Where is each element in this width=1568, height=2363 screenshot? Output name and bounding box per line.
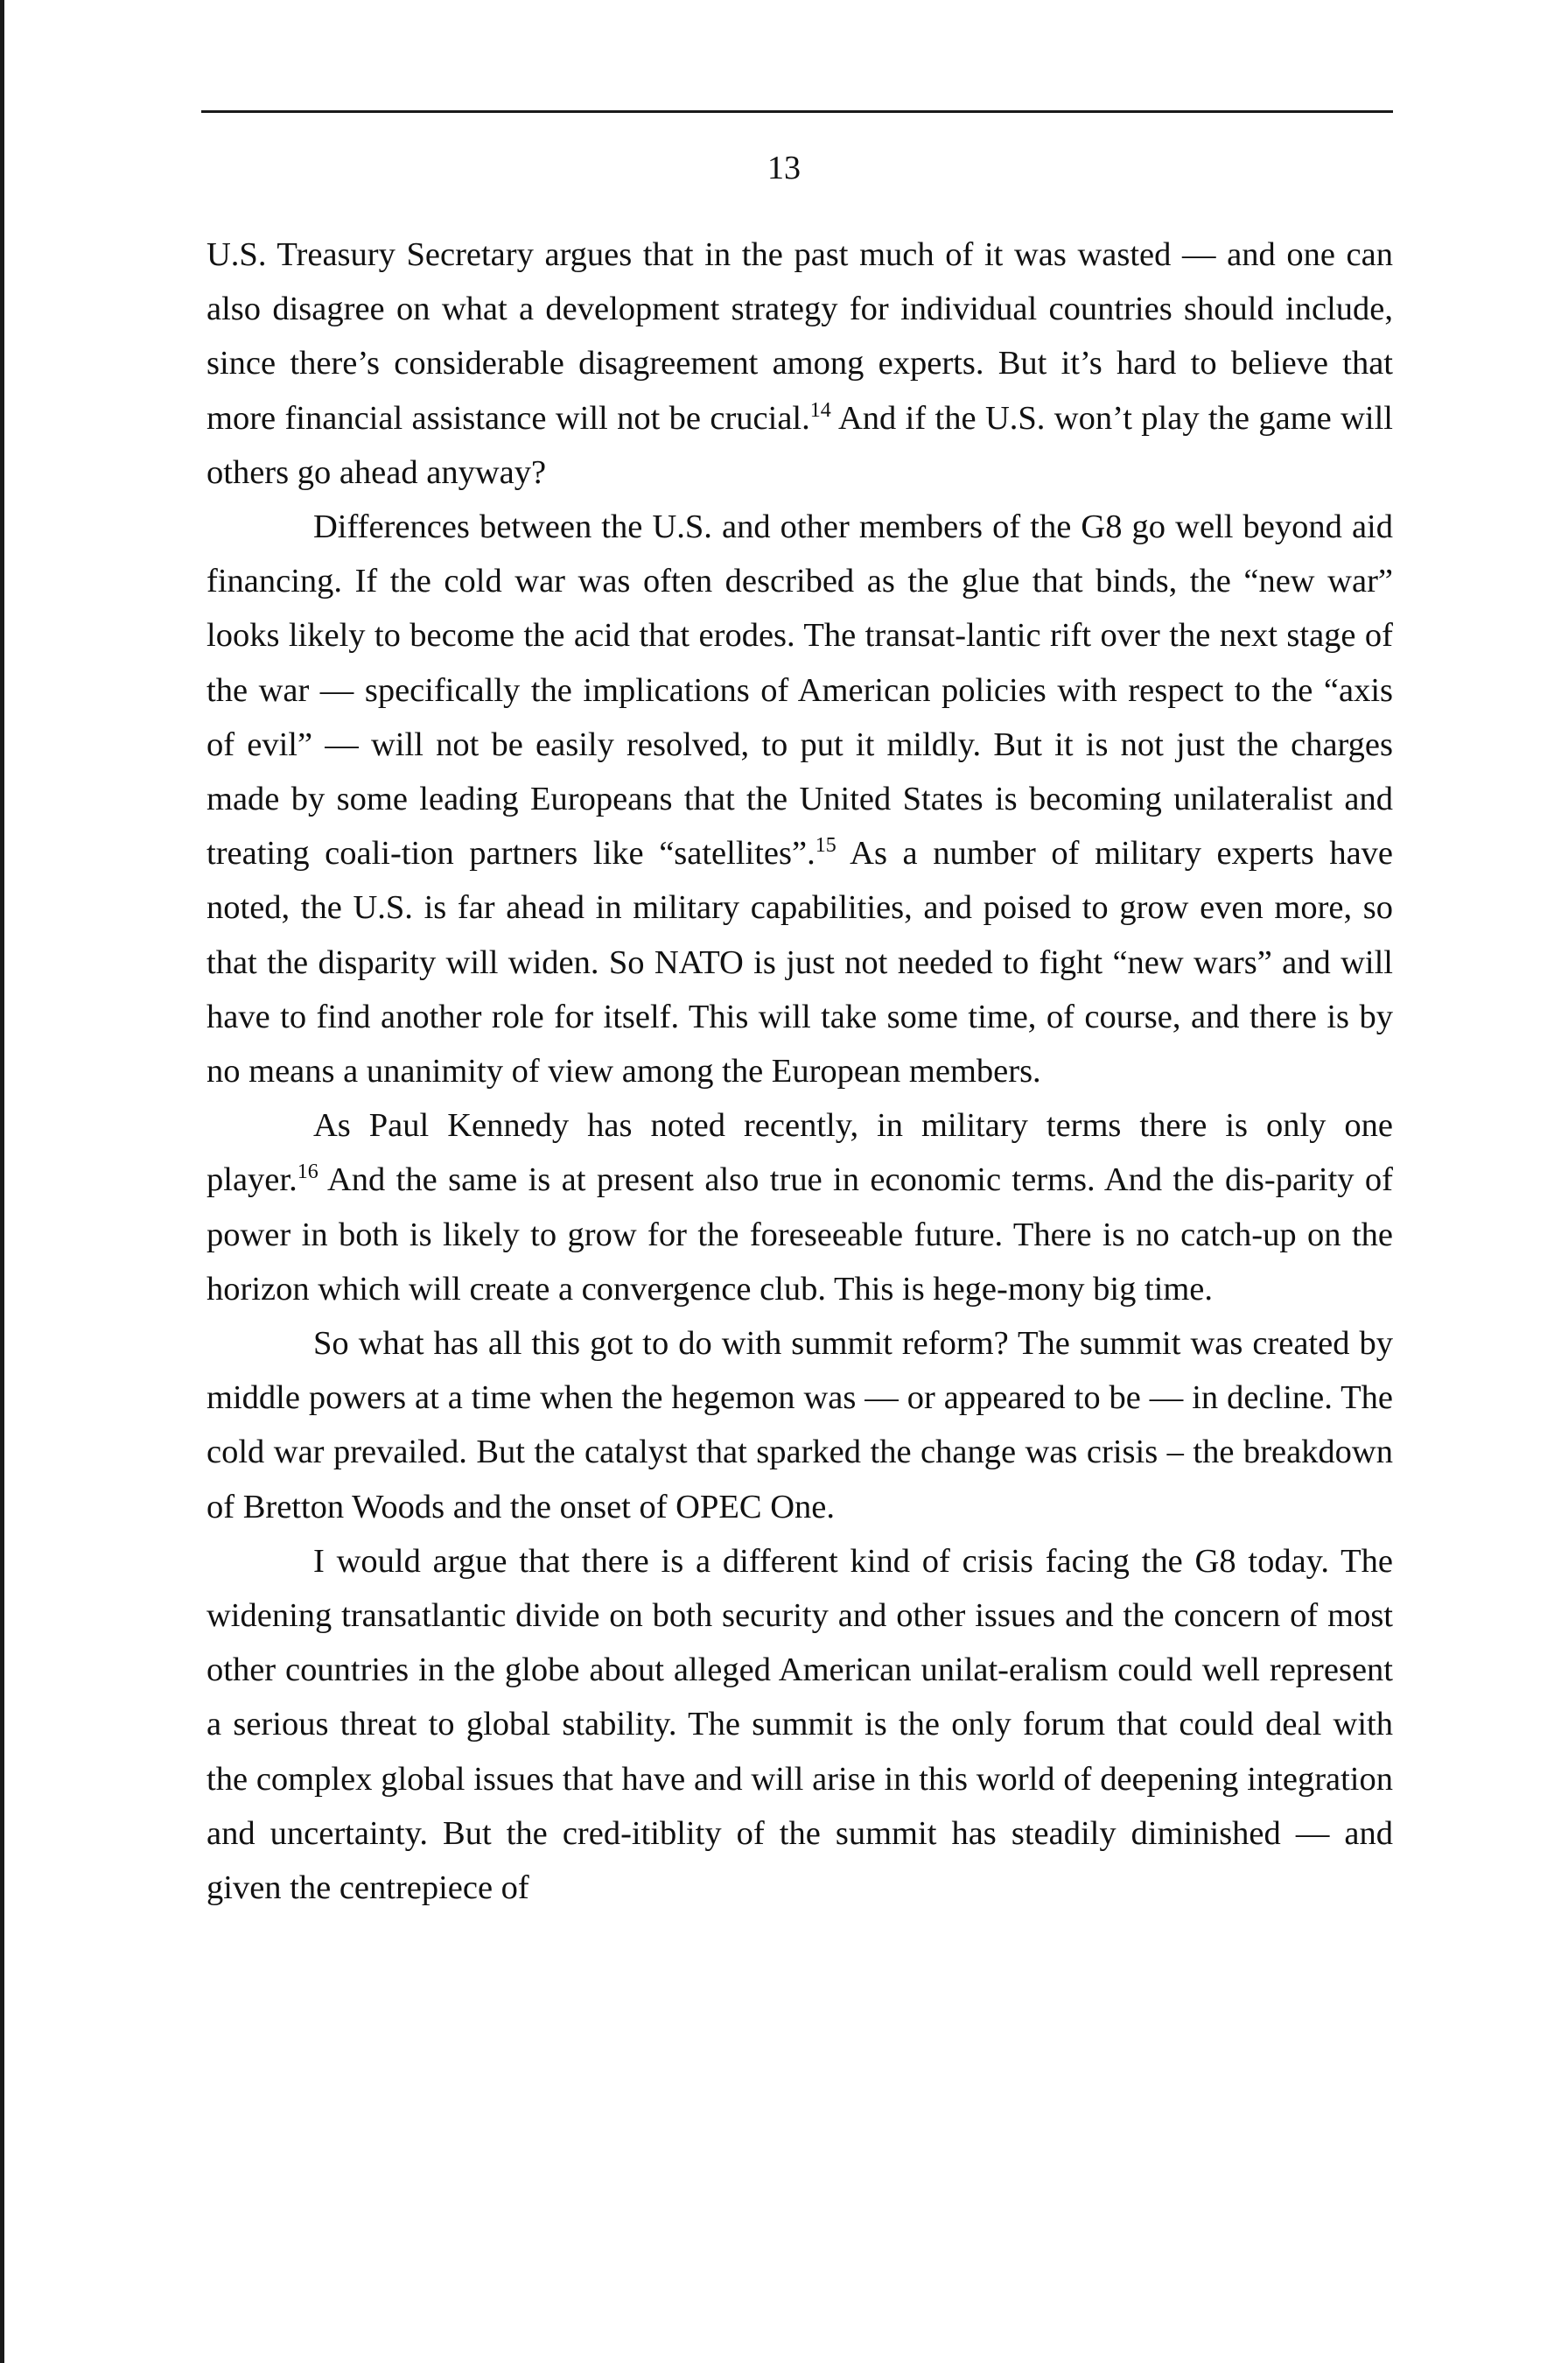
paragraph	[206, 228, 1393, 500]
body-text	[206, 228, 1393, 1915]
paragraph	[206, 500, 1393, 1098]
footnote-reference: 15	[815, 834, 836, 858]
page-left-border	[0, 0, 4, 2363]
paragraph-text: As Paul Kennedy has noted recently, in military terms there is only one player.	[206, 1107, 1393, 1199]
paragraph-text: And the same is at present also true in economic terms. And the dis-parity of power in both is likely to grow for the foreseeable future. There is no catch-up on the horizon which will create a convergence club. This is hege-mony big time.	[206, 1161, 1393, 1308]
page-number: 13	[767, 150, 801, 186]
paragraph-text: U.S. Treasury Secretary argues that in the past much of it was wasted — and one can also disagree on what a development strategy for individual countries should include, since there’s considerable disagreement among experts. But it’s hard to believe that more financial assistance will not be crucial.	[206, 236, 1393, 437]
paragraph-text: So what has all this got to do with summit reform? The summit was created by middle powers at a time when the hegemon was — or appeared to be — in decline. The cold war prevailed. But the catalyst that sparked the change was crisis – the breakdown of Bretton Woods and the onset of OPEC One.	[206, 1325, 1393, 1525]
paragraph	[206, 1098, 1393, 1316]
header-rule	[201, 110, 1393, 113]
footnote-reference: 14	[809, 398, 831, 422]
paragraph-text: I would argue that there is a different kind of crisis facing the G8 today. The widening transatlantic divide on both security and other issues and the concern of most other countries in the globe about alleged American unilat-eralism could well represent a serious threat to global stability. The summit is the only forum that could deal with the complex global issues that have and will arise in this world of deepening integration and uncertainty. But the cred-itiblity of the summit has steadily diminished — and given the centrepiece of	[206, 1542, 1393, 1907]
paragraph-text: As a number of military experts have noted, the U.S. is far ahead in military capabilities, and poised to grow even more, so that the disparity will widen. So NATO is just not needed to fight “new wars” and will have to find another role for itself. This will take some time, of course, and there is by no means a unanimity of view among the European members.	[206, 835, 1393, 1090]
paragraph-text: Differences between the U.S. and other members of the G8 go well beyond aid financing. If the cold war was often described as the glue that binds, the “new war” looks likely to become the acid that erodes. The transat-lantic rift over the next stage of the war — specifically the implications of American policies with respect to the “axis of evil” — will not be easily resolved, to put it mildly. But it is not just the charges made by some leading Europeans that the United States is becoming unilateralist and treating coali-tion partners like “satellites”.	[206, 508, 1393, 873]
paragraph-text: And if the U.S. won’t play the game will others go ahead anyway?	[206, 399, 1393, 491]
footnote-reference: 16	[297, 1160, 318, 1184]
paragraph	[206, 1534, 1393, 1915]
paragraph	[206, 1316, 1393, 1534]
